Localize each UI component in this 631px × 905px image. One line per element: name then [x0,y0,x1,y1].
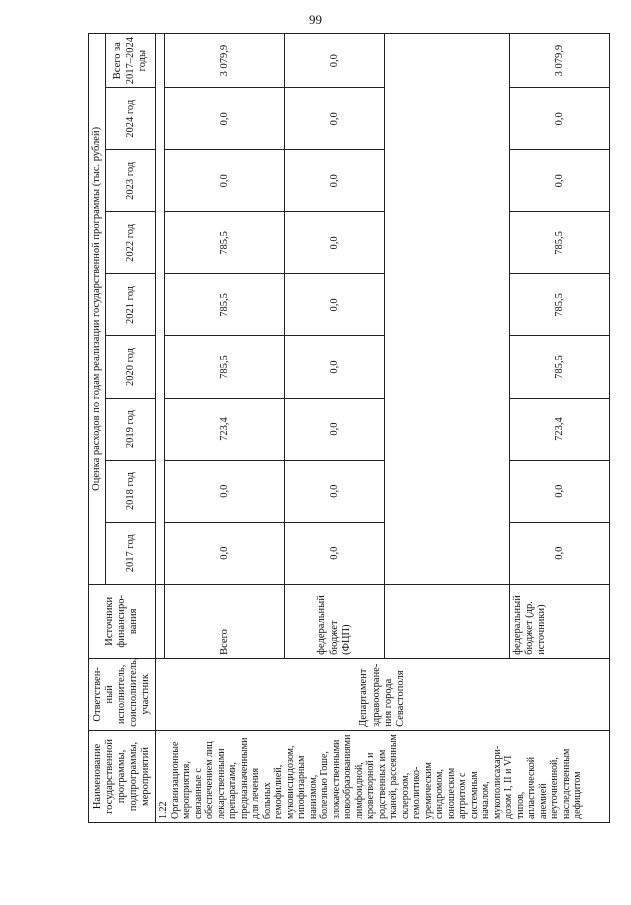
value-cell: 0,0 [285,274,385,336]
source-cell: федеральный бюджет (др. источники) [510,584,610,658]
value-cell: 0,0 [285,212,385,274]
value-cell: 0,0 [510,460,610,522]
source-cell: федеральный бюджет (ФЦП) [285,584,385,658]
value-cell: 723,4 [510,398,610,460]
header-year: 2024 год [106,88,156,150]
value-cell: 785,5 [165,336,285,398]
header-year-total: Всего за 2017–2024 годы [106,34,156,88]
value-cell: 0,0 [510,88,610,150]
item-name: Организационные мероприятия, связанные с обеспечением лиц лекарственными препаратами, предназначенными для лечения больных гемофилией, муковисцидозом, гипофизарным нанизмом, болезнью Гоше, злокачественными новообразованиями лимфоидной, кроветворной и родственных им тканей, рассеянным склерозом, гемолитико-уремическим синдромом, юношеским артритом с системным началом, мукополисахари-дозом I, II и VI типов, апластической анемией неуточненной, наследственным дефицитом [169,734,584,819]
header-name: Наименование государственной программы, подпрограммы, мероприятий [89,730,156,822]
value-cell: 0,0 [510,522,610,584]
value-cell: 0,0 [510,150,610,212]
value-cell: 785,5 [510,274,610,336]
value-cell: 0,0 [285,88,385,150]
responsible-cell: Департамент здравоохране-ния города Севастополя [156,658,610,730]
value-cell: 0,0 [285,34,385,88]
value-cell: 785,5 [510,212,610,274]
header-year: 2018 год [106,460,156,522]
value-cell: 0,0 [165,150,285,212]
funding-table [88,33,610,823]
value-cell: 785,5 [510,336,610,398]
header-group: Оценка расходов по годам реализации государственной программы (тыс. рублей) [89,34,106,585]
item-number: 1.22 [158,801,170,819]
value-cell: 0,0 [285,336,385,398]
item-name-cell [156,730,610,822]
header-year: 2021 год [106,274,156,336]
table-container [88,33,587,823]
value-cell: 0,0 [165,460,285,522]
value-cell: 785,5 [165,212,285,274]
value-cell: 3 079,9 [165,34,285,88]
header-year: 2019 год [106,398,156,460]
page-number: 99 [309,12,322,27]
source-cell: Всего [165,584,285,658]
header-year: 2020 год [106,336,156,398]
header-responsible: Ответствен-ный исполнитель, соисполнитель, участник [89,658,156,730]
value-cell: 723,4 [165,398,285,460]
header-year: 2022 год [106,212,156,274]
value-cell: 0,0 [165,88,285,150]
value-cell: 0,0 [165,522,285,584]
value-cell: 0,0 [285,150,385,212]
value-cell: 0,0 [285,398,385,460]
source-cell [385,584,510,658]
header-year: 2023 год [106,150,156,212]
header-year: 2017 год [106,522,156,584]
empty-row [385,34,510,585]
value-cell: 0,0 [285,522,385,584]
header-source: Источники финансиро-вания [89,584,156,658]
value-cell: 785,5 [165,274,285,336]
value-cell: 3 079,9 [510,34,610,88]
value-cell: 0,0 [285,460,385,522]
